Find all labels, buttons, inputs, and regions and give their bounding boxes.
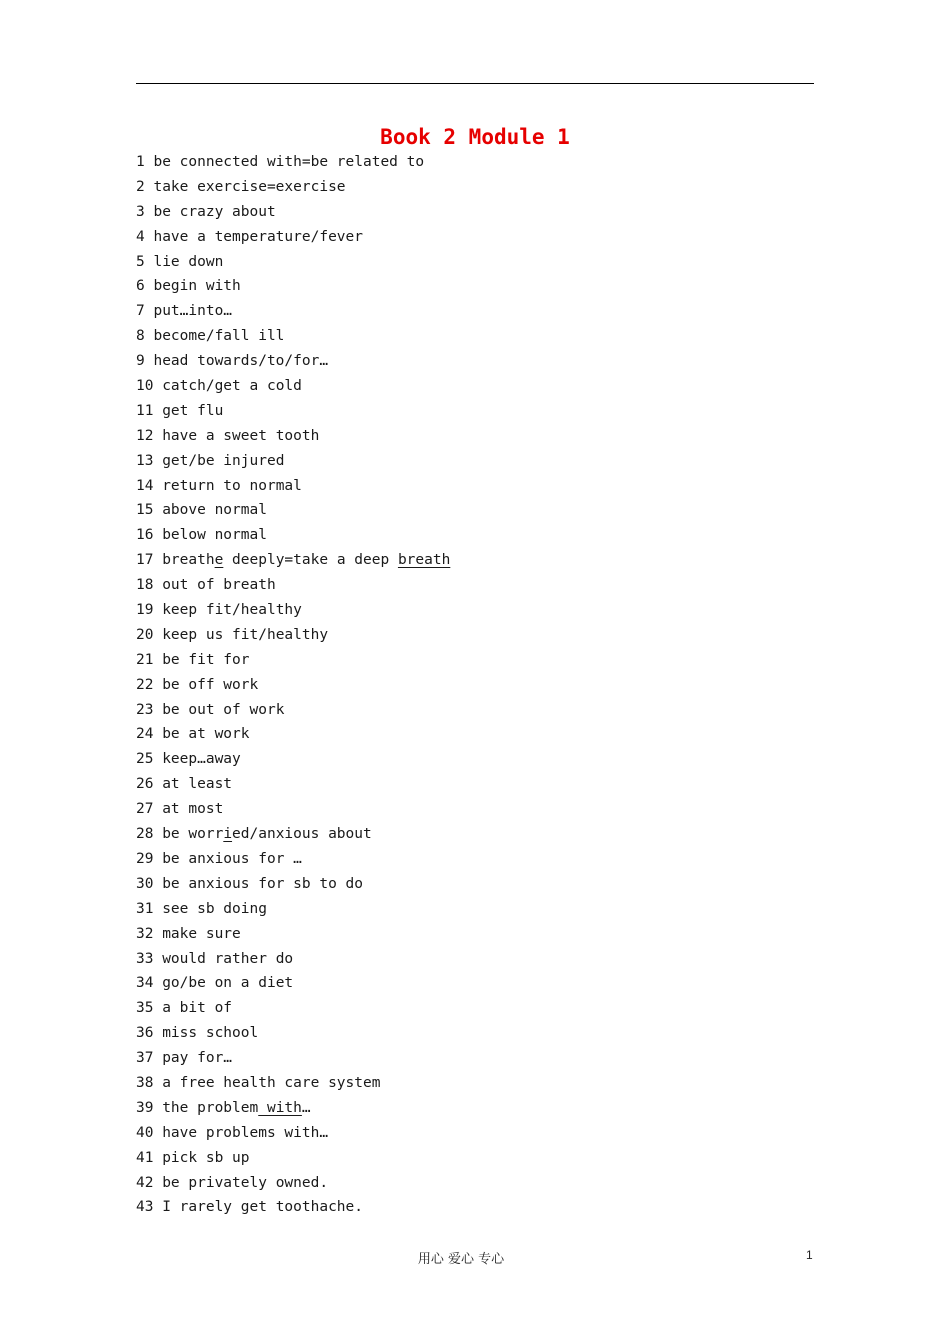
list-item xyxy=(136,225,450,250)
list-item xyxy=(136,523,450,548)
item-text xyxy=(162,826,372,842)
item-number: 14 xyxy=(136,477,154,494)
list-item xyxy=(136,897,450,922)
list-item xyxy=(136,1146,450,1171)
underlined-text: with xyxy=(258,1099,302,1116)
list-item xyxy=(136,598,450,623)
item-text: get/be injured xyxy=(162,452,285,469)
text-segment: ed/anxious about xyxy=(232,826,372,843)
item-text: miss school xyxy=(162,1025,259,1042)
item-number: 7 xyxy=(136,303,145,320)
list-item xyxy=(136,548,450,573)
list-item xyxy=(136,424,450,449)
item-text: be fit for xyxy=(162,651,250,668)
item-number: 38 xyxy=(136,1074,154,1091)
list-item xyxy=(136,922,450,947)
list-item xyxy=(136,299,450,324)
item-number: 39 xyxy=(136,1099,154,1116)
item-number: 41 xyxy=(136,1149,154,1166)
item-number: 15 xyxy=(136,502,154,519)
list-item xyxy=(136,623,450,648)
item-number: 18 xyxy=(136,577,154,594)
page-number: 1 xyxy=(806,1248,813,1262)
list-item xyxy=(136,847,450,872)
item-text: at least xyxy=(162,776,233,793)
list-item xyxy=(136,747,450,772)
item-text: return to normal xyxy=(162,477,302,494)
item-text: catch/get a cold xyxy=(162,378,302,395)
item-number: 27 xyxy=(136,801,154,818)
list-item xyxy=(136,250,450,275)
item-number: 20 xyxy=(136,626,154,643)
item-number: 33 xyxy=(136,950,154,967)
item-number: 37 xyxy=(136,1050,154,1067)
item-number: 16 xyxy=(136,527,154,544)
list-item xyxy=(136,722,450,747)
text-segment: be worr xyxy=(162,826,224,843)
item-text: make sure xyxy=(162,925,241,942)
item-text: put…into… xyxy=(153,303,233,320)
item-text: at most xyxy=(162,801,224,818)
item-number: 4 xyxy=(136,228,145,245)
item-text: keep fit/healthy xyxy=(162,602,302,619)
list-item xyxy=(136,573,450,598)
item-number: 1 xyxy=(136,154,145,170)
list-item xyxy=(136,797,450,822)
item-text xyxy=(162,552,450,568)
item-text: be anxious for sb to do xyxy=(162,875,363,892)
list-item xyxy=(136,150,450,175)
item-text: get flu xyxy=(162,402,224,419)
item-text: be off work xyxy=(162,676,259,693)
item-number: 29 xyxy=(136,850,154,867)
footer-text: 用心 爱心 专心 xyxy=(417,1252,505,1267)
list-item xyxy=(136,996,450,1021)
item-text: have a sweet tooth xyxy=(162,427,320,444)
item-number: 42 xyxy=(136,1174,154,1191)
list-item xyxy=(136,822,450,847)
list-item xyxy=(136,200,450,225)
list-item xyxy=(136,274,450,299)
item-text: have a temperature/fever xyxy=(153,228,363,245)
page-title: Book 2 Module 1 xyxy=(380,125,570,149)
list-item xyxy=(136,971,450,996)
list-item xyxy=(136,673,450,698)
list-item xyxy=(136,324,450,349)
list-item xyxy=(136,1171,450,1196)
item-text: begin with xyxy=(153,278,241,295)
item-text: lie down xyxy=(153,253,224,270)
item-number: 22 xyxy=(136,676,154,693)
item-text: be at work xyxy=(162,726,250,743)
underlined-text: breath xyxy=(397,552,451,569)
list-item xyxy=(136,872,450,897)
underlined-text: e xyxy=(214,552,224,569)
item-text: be out of work xyxy=(162,701,285,718)
item-text xyxy=(162,1100,310,1116)
item-number: 19 xyxy=(136,602,154,619)
underlined-text: i xyxy=(223,826,233,843)
item-number: 21 xyxy=(136,651,154,668)
list-item xyxy=(136,698,450,723)
item-text: head towards/to/for… xyxy=(153,353,329,370)
item-text: out of breath xyxy=(162,577,276,594)
item-number: 17 xyxy=(136,552,154,569)
list-item xyxy=(136,1046,450,1071)
list-item xyxy=(136,449,450,474)
item-text: below normal xyxy=(162,527,267,544)
item-number: 24 xyxy=(136,726,154,743)
item-text: be privately owned. xyxy=(162,1174,329,1191)
list-item xyxy=(136,374,450,399)
item-number: 32 xyxy=(136,925,154,942)
list-item xyxy=(136,399,450,424)
item-number: 3 xyxy=(136,203,145,220)
phrase-list xyxy=(136,150,450,1220)
item-number: 6 xyxy=(136,278,145,295)
text-segment: deeply=take a deep xyxy=(223,552,398,569)
item-text: pay for… xyxy=(162,1050,233,1067)
text-segment: … xyxy=(301,1099,311,1116)
text-segment: the problem xyxy=(162,1099,259,1116)
item-number: 35 xyxy=(136,1000,154,1017)
item-text: above normal xyxy=(162,502,267,519)
item-text: keep us fit/healthy xyxy=(162,626,329,643)
item-number: 9 xyxy=(136,353,145,370)
list-item xyxy=(136,1071,450,1096)
item-number: 28 xyxy=(136,826,154,843)
list-item xyxy=(136,1096,450,1121)
item-number: 25 xyxy=(136,751,154,768)
text-segment: breath xyxy=(162,552,215,569)
item-text: would rather do xyxy=(162,950,294,967)
item-number: 30 xyxy=(136,875,154,892)
header-rule xyxy=(136,83,814,84)
item-number: 2 xyxy=(136,178,145,195)
item-text: be crazy about xyxy=(153,203,276,220)
list-item xyxy=(136,474,450,499)
item-text: a bit of xyxy=(162,1000,233,1017)
item-number: 23 xyxy=(136,701,154,718)
item-number: 36 xyxy=(136,1025,154,1042)
item-number: 10 xyxy=(136,378,154,395)
item-number: 31 xyxy=(136,900,154,917)
item-text: go/be on a diet xyxy=(162,975,294,992)
list-item xyxy=(136,1121,450,1146)
item-text: be anxious for … xyxy=(162,850,302,867)
item-number: 34 xyxy=(136,975,154,992)
list-item xyxy=(136,648,450,673)
list-item xyxy=(136,498,450,523)
item-number: 43 xyxy=(136,1199,154,1216)
item-text: keep…away xyxy=(162,751,241,768)
item-text: pick sb up xyxy=(162,1149,250,1166)
item-text: see sb doing xyxy=(162,900,267,917)
list-item xyxy=(136,1195,450,1220)
item-text: have problems with… xyxy=(162,1124,329,1141)
item-text: be connected with=be related to xyxy=(153,154,425,170)
item-number: 5 xyxy=(136,253,145,270)
item-number: 40 xyxy=(136,1124,154,1141)
list-item xyxy=(136,947,450,972)
item-number: 8 xyxy=(136,328,145,345)
item-text: I rarely get toothache. xyxy=(162,1199,363,1216)
item-number: 11 xyxy=(136,402,154,419)
item-text: become/fall ill xyxy=(153,328,285,345)
item-number: 12 xyxy=(136,427,154,444)
list-item xyxy=(136,349,450,374)
list-item xyxy=(136,175,450,200)
list-item xyxy=(136,1021,450,1046)
item-text: take exercise=exercise xyxy=(153,178,346,195)
item-text: a free health care system xyxy=(162,1074,381,1091)
item-number: 13 xyxy=(136,452,154,469)
item-number: 26 xyxy=(136,776,154,793)
list-item xyxy=(136,772,450,797)
